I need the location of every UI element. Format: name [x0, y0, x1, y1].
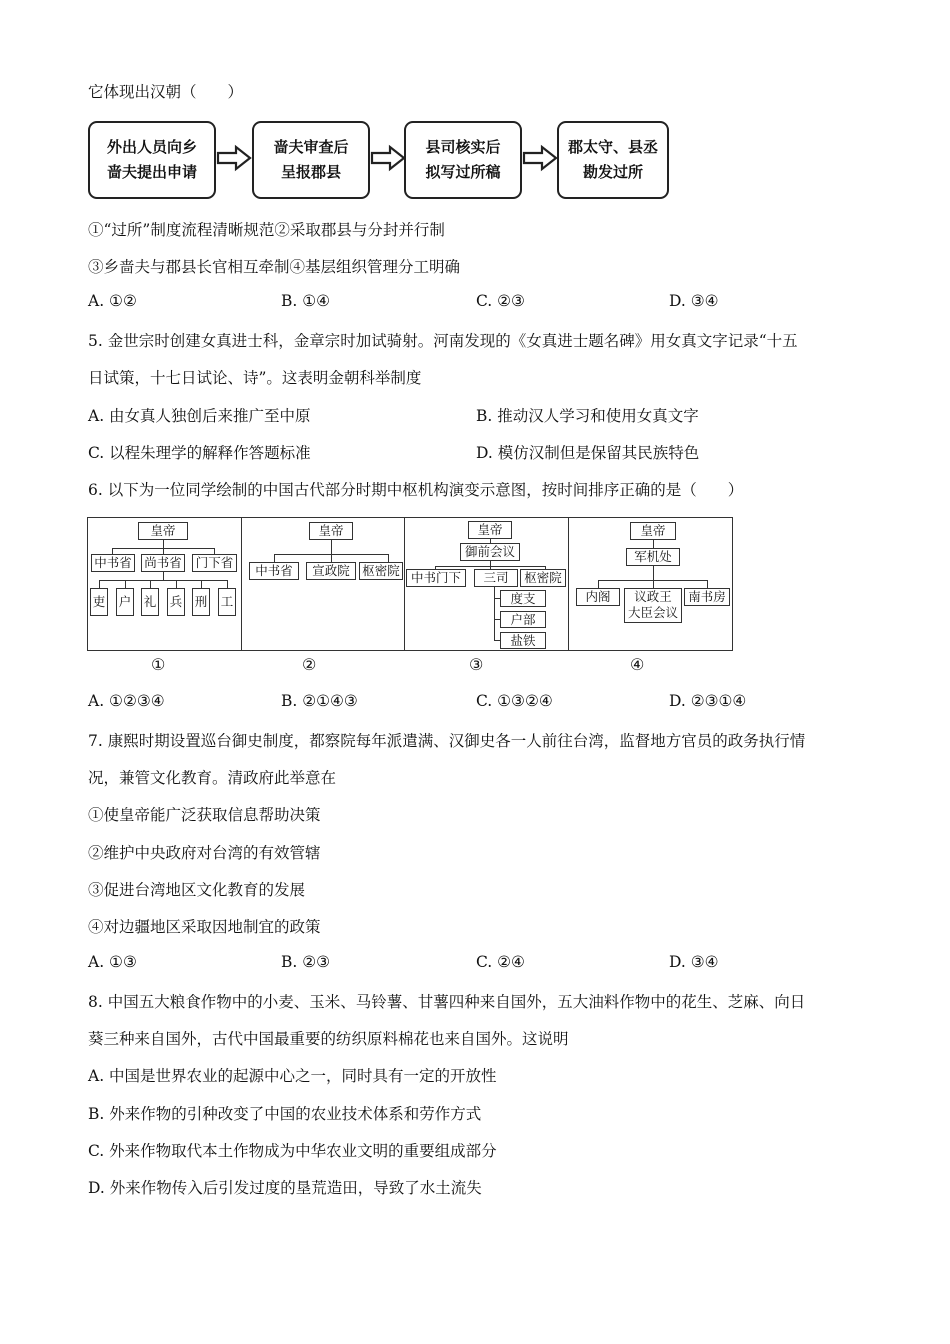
- org-box-hubu: 户部: [500, 611, 546, 628]
- option-b[interactable]: B. ②①④③: [281, 692, 358, 710]
- option-b[interactable]: B. ②③: [281, 953, 331, 971]
- option-b[interactable]: B. 推动汉人学习和使用女真文字: [476, 407, 699, 425]
- option-d[interactable]: D. ②③①④: [669, 692, 747, 710]
- org-box-emperor: 皇帝: [309, 522, 353, 540]
- org-box-yuqian: 御前会议: [460, 543, 520, 561]
- org-panel-3: [404, 518, 569, 650]
- flow-step-4: 郡太守、县丞 勘发过所: [557, 121, 669, 199]
- org-box-lii: 礼: [141, 588, 159, 616]
- org-box-zhongshu: 中书省: [91, 554, 135, 572]
- panel-label-3: ③: [469, 655, 484, 674]
- option-b[interactable]: B. 外来作物的引种改变了中国的农业技术体系和劳作方式: [88, 1105, 482, 1123]
- arrow-right-icon: [370, 144, 406, 172]
- org-panel-2: [241, 518, 405, 650]
- flow-step-2: 啬夫审查后 呈报郡县: [252, 121, 370, 199]
- option-d[interactable]: D. ③④: [669, 292, 719, 310]
- org-box-yizheng: 议政王 大臣会议: [624, 588, 682, 623]
- statement-3: ③促进台湾地区文化教育的发展: [88, 881, 306, 899]
- org-box-nanshufang: 南书房: [684, 588, 730, 606]
- question-6-stem: 6. 以下为一位同学绘制的中国古代部分时期中枢机构演变示意图，按时间排序正确的是（ ）: [88, 481, 744, 499]
- org-box-shumi: 枢密院: [359, 562, 403, 580]
- org-panel-1: [88, 518, 242, 650]
- option-a[interactable]: A. ①③: [88, 953, 137, 971]
- question-5-stem-line2: 日试策，十七日试论、诗”。这表明金朝科举制度: [88, 369, 422, 387]
- panel-label-4: ④: [630, 655, 645, 674]
- statement-1-2: ①“过所”制度流程清晰规范②采取郡县与分封并行制: [88, 221, 445, 239]
- question-7-stem-line2: 况，兼管文化教育。清政府此举意在: [88, 769, 337, 787]
- option-d[interactable]: D. 模仿汉制但是保留其民族特色: [476, 444, 700, 462]
- org-box-shangshu: 尚书省: [141, 554, 185, 572]
- option-c[interactable]: C. ②③: [476, 292, 525, 310]
- org-box-menxia: 门下省: [192, 554, 237, 572]
- org-box-neige: 内阁: [576, 588, 620, 606]
- option-d[interactable]: D. 外来作物传入后引发过度的垦荒造田，导致了水土流失: [88, 1179, 482, 1197]
- option-a[interactable]: A. ①②: [88, 292, 137, 310]
- org-box-duzhi: 度支: [500, 590, 546, 607]
- org-chart-figure: [87, 517, 733, 651]
- org-box-zhongshumenxia: 中书门下: [406, 569, 466, 587]
- question-8-stem-line1: 8. 中国五大粮食作物中的小麦、玉米、马铃薯、甘薯四种来自国外，五大油料作物中的花生、芝麻、向日: [88, 993, 806, 1011]
- org-box-xing: 刑: [192, 588, 210, 616]
- panel-label-1: ①: [151, 655, 166, 674]
- option-a[interactable]: A. 中国是世界农业的起源中心之一，同时具有一定的开放性: [88, 1067, 497, 1085]
- org-box-zhongshu: 中书省: [249, 562, 299, 580]
- org-box-emperor: 皇帝: [630, 522, 676, 540]
- option-c[interactable]: C. 外来作物取代本土作物成为中华农业文明的重要组成部分: [88, 1142, 497, 1160]
- org-box-xuanzheng: 宣政院: [306, 562, 356, 580]
- option-c[interactable]: C. 以程朱理学的解释作答题标准: [88, 444, 311, 462]
- statement-1: ①使皇帝能广泛获取信息帮助决策: [88, 806, 321, 824]
- org-box-shumi: 枢密院: [520, 569, 566, 587]
- option-a[interactable]: A. 由女真人独创后来推广至中原: [88, 407, 311, 425]
- statement-3-4: ③乡啬夫与郡县长官相互牵制④基层组织管理分工明确: [88, 258, 461, 276]
- panel-label-2: ②: [302, 655, 317, 674]
- option-c[interactable]: C. ①③②④: [476, 692, 553, 710]
- option-c[interactable]: C. ②④: [476, 953, 525, 971]
- org-panel-4: [568, 518, 732, 650]
- org-box-emperor: 皇帝: [468, 521, 512, 539]
- org-box-yantie: 盐铁: [500, 632, 546, 649]
- option-a[interactable]: A. ①②③④: [88, 692, 165, 710]
- arrow-right-icon: [522, 144, 558, 172]
- org-box-sansi: 三司: [474, 569, 518, 587]
- flow-step-1: 外出人员向乡 啬夫提出申请: [88, 121, 216, 199]
- org-box-junjichu: 军机处: [626, 548, 680, 566]
- org-box-li: 吏: [90, 588, 108, 616]
- option-b[interactable]: B. ①④: [281, 292, 331, 310]
- statement-2: ②维护中央政府对台湾的有效管辖: [88, 844, 321, 862]
- question-8-stem-line2: 葵三种来自国外，古代中国最重要的纺织原料棉花也来自国外。这说明: [88, 1030, 569, 1048]
- org-box-emperor: 皇帝: [138, 522, 188, 540]
- statement-4: ④对边疆地区采取因地制宜的政策: [88, 918, 321, 936]
- flow-step-3: 县司核实后 拟写过所稿: [404, 121, 522, 199]
- option-d[interactable]: D. ③④: [669, 953, 719, 971]
- org-box-hu: 户: [116, 588, 134, 616]
- arrow-right-icon: [216, 144, 252, 172]
- org-box-gong: 工: [218, 588, 236, 616]
- org-box-bing: 兵: [167, 588, 185, 616]
- question-intro: 它体现出汉朝（ ）: [88, 83, 244, 101]
- question-7-stem-line1: 7. 康熙时期设置巡台御史制度，都察院每年派遣满、汉御史各一人前往台湾，监督地方官员的政务执行情: [88, 732, 806, 750]
- question-5-stem-line1: 5. 金世宗时创建女真进士科，金章宗时加试骑射。河南发现的《女真进士题名碑》用女真文字记录“十五: [88, 332, 798, 350]
